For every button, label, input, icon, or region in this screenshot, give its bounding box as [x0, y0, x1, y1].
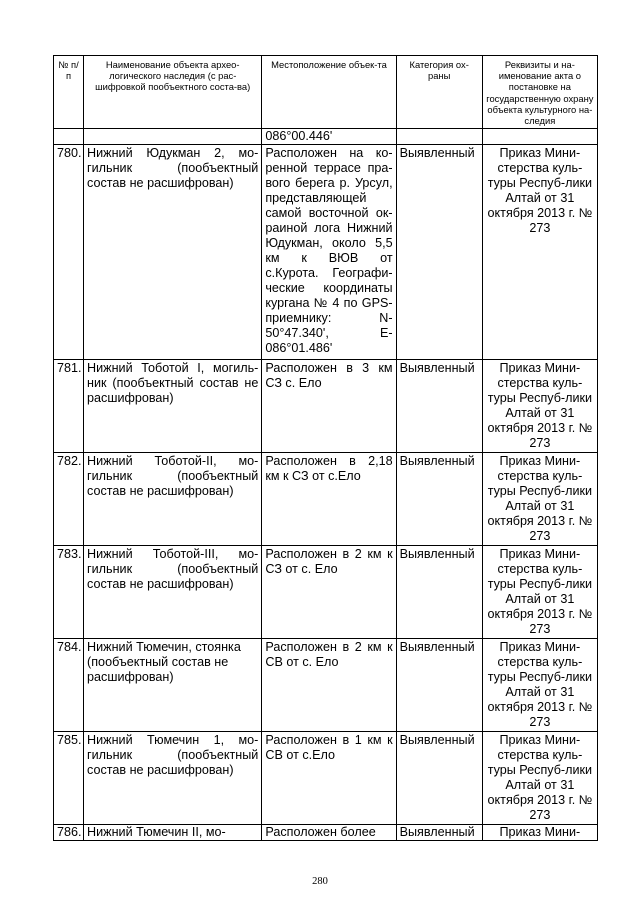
cell-location: Расположен в 2,18 км к СЗ от с.Ело [262, 453, 396, 546]
cell-num: 784. [54, 639, 84, 732]
cell-num: 781. [54, 360, 84, 453]
cell-location: Расположен в 3 км СЗ с. Ело [262, 360, 396, 453]
cell-act [482, 129, 597, 145]
cell-category: Выявленный [396, 639, 482, 732]
page-number: 280 [312, 876, 328, 887]
cell-act: Приказ Мини-стерства куль-туры Респуб-лики Алтай от 31 октября 2013 г. № 273 [482, 360, 597, 453]
cell-act: Приказ Мини-стерства куль-туры Респуб-лики Алтай от 31 октября 2013 г. № 273 [482, 546, 597, 639]
cell-name: Нижний Тюмечин, стоянка (пообъектный состав не расшифрован) [84, 639, 262, 732]
cell-num [54, 129, 84, 145]
cell-num: 780. [54, 145, 84, 360]
cell-category [396, 129, 482, 145]
cell-category: Выявленный [396, 453, 482, 546]
heritage-registry-table [53, 55, 598, 841]
table-header-row [54, 56, 598, 129]
cell-category: Выявленный [396, 145, 482, 360]
cell-location: Расположен в 2 км к СВ от с. Ело [262, 639, 396, 732]
header-location: Местоположение объек-та [262, 56, 396, 129]
cell-num: 785. [54, 732, 84, 825]
table-row [54, 546, 598, 639]
cell-location: Расположен на ко-ренной террасе пра-вого берега р. Урсул, представляющей самой восточной ок-раиной лога Нижний Юдукман, около 5,5 км к ВЮВ от с.Курота. Географи-ческие координаты кургана № 4 по GPS-приемнику: N-50°47.340', E-086°01.486' [262, 145, 396, 360]
cell-act: Приказ Мини-стерства куль-туры Респуб-лики Алтай от 31 октября 2013 г. № 273 [482, 732, 597, 825]
cell-act: Приказ Мини-стерства куль-туры Респуб-лики Алтай от 31 октября 2013 г. № 273 [482, 145, 597, 360]
header-name: Наименование объекта архео-логического наследия (с рас-шифровкой пообъектного соста-ва) [84, 56, 262, 129]
cell-location: Расположен в 1 км к СВ от с.Ело [262, 732, 396, 825]
cell-location: Расположен более [262, 825, 396, 841]
cell-name: Нижний Тоботой I, могиль-ник (пообъектный состав не расшифрован) [84, 360, 262, 453]
header-num: № п/п [54, 56, 84, 129]
cell-name: Нижний Тоботой-III, мо-гильник (пообъектный состав не расшифрован) [84, 546, 262, 639]
cell-num: 786. [54, 825, 84, 841]
cell-category: Выявленный [396, 825, 482, 841]
cell-name: Нижний Тюмечин II, мо- [84, 825, 262, 841]
header-act: Реквизиты и на-именование акта о постановке на государственную охрану объекта культурного на-следия [482, 56, 597, 129]
cell-num: 783. [54, 546, 84, 639]
table-row [54, 453, 598, 546]
cell-location: Расположен в 2 км к СЗ от с. Ело [262, 546, 396, 639]
cell-category: Выявленный [396, 546, 482, 639]
cell-name: Нижний Тоботой-II, мо-гильник (пообъектный состав не расшифрован) [84, 453, 262, 546]
table-row [54, 825, 598, 841]
table-row [54, 639, 598, 732]
table-row-continuation [54, 129, 598, 145]
table-row [54, 360, 598, 453]
cell-category: Выявленный [396, 360, 482, 453]
cell-num: 782. [54, 453, 84, 546]
table-row [54, 145, 598, 360]
cell-location: 086°00.446' [262, 129, 396, 145]
cell-category: Выявленный [396, 732, 482, 825]
cell-name [84, 129, 262, 145]
cell-name: Нижний Юдукман 2, мо-гильник (пообъектный состав не расшифрован) [84, 145, 262, 360]
cell-name: Нижний Тюмечин 1, мо-гильник (пообъектный состав не расшифрован) [84, 732, 262, 825]
cell-act: Приказ Мини-стерства куль-туры Респуб-лики Алтай от 31 октября 2013 г. № 273 [482, 453, 597, 546]
table-row [54, 732, 598, 825]
cell-act: Приказ Мини-стерства куль-туры Респуб-лики Алтай от 31 октября 2013 г. № 273 [482, 639, 597, 732]
header-category: Категория ох-раны [396, 56, 482, 129]
cell-act: Приказ Мини- [482, 825, 597, 841]
